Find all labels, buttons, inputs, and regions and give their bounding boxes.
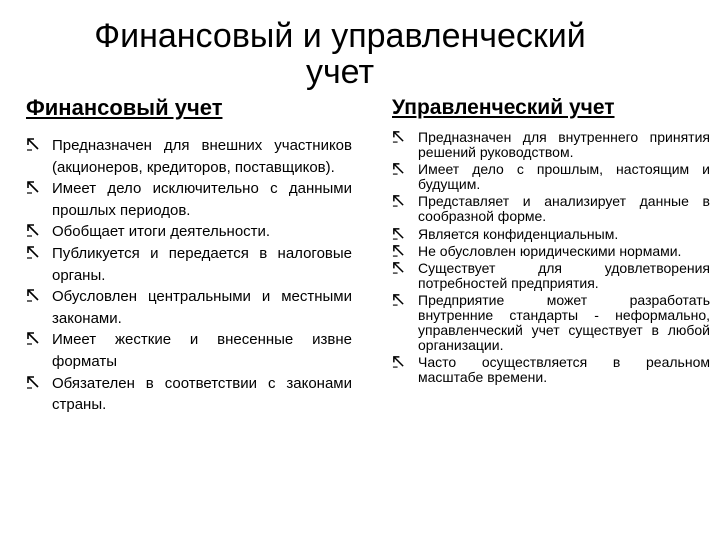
financial-accounting-column: [26, 95, 352, 416]
list-item-text: Не обусловлен юридическими нормами.: [418, 242, 682, 259]
list-item-text: Является конфиденциальным.: [418, 225, 619, 242]
page-title: [40, 18, 640, 90]
list-item-text: Имеет жесткие и внесенные извне форматы: [52, 331, 352, 370]
list-item-text: Предназначен для внутреннего принятия решений руководством.: [418, 129, 710, 160]
list-item: [392, 162, 710, 192]
list-item-text: Существует для удовлетворения потребностей предприятия.: [418, 259, 710, 291]
list-item: [26, 329, 352, 372]
arrow-up-left-icon: [392, 293, 405, 306]
list-item: [392, 244, 710, 259]
arrow-up-left-icon: [392, 227, 405, 240]
arrow-up-left-icon: [392, 130, 405, 143]
arrow-up-left-icon: [392, 261, 405, 274]
arrow-up-left-icon: [392, 244, 405, 257]
financial-accounting-heading: Финансовый учет: [26, 95, 223, 120]
management-accounting-list: [392, 130, 710, 385]
arrow-up-left-icon: [392, 355, 405, 368]
arrow-up-left-icon: [392, 162, 405, 175]
list-item: [26, 286, 352, 329]
list-item: [26, 221, 352, 243]
list-item-text: Имеет дело исключительно с данными прошлых периодов.: [52, 180, 352, 219]
list-item-text: Обязателен в соответствии с законами страны.: [52, 374, 352, 414]
page-title-line-1: Финансовый и управленческий: [94, 17, 586, 55]
arrow-up-left-icon: [392, 194, 405, 207]
arrow-up-left-icon: [26, 223, 40, 237]
arrow-up-left-icon: [26, 288, 40, 302]
arrow-up-left-icon: [26, 137, 40, 151]
list-item-text: Предприятие может разработать внутренние стандарты - неформально, управленческий учет существует в любой организации.: [418, 292, 710, 354]
list-item-text: Обусловлен центральными и местными законами.: [52, 288, 352, 327]
list-item: [392, 261, 710, 291]
list-item-text: Представляет и анализирует данные в сообразной форме.: [418, 193, 710, 225]
arrow-up-left-icon: [26, 331, 40, 345]
arrow-up-left-icon: [26, 375, 40, 389]
list-item: [26, 373, 352, 416]
list-item: [392, 227, 710, 242]
management-accounting-heading: Управленческий учет: [392, 96, 615, 119]
list-item-text: Предназначен для внешних участников (акционеров, кредиторов, поставщиков).: [52, 137, 352, 176]
list-item-text: Имеет дело с прошлым, настоящим и будущим.: [418, 161, 710, 193]
list-item: [26, 243, 352, 286]
list-item: [26, 178, 352, 221]
list-item: [392, 355, 710, 385]
financial-accounting-list: [26, 135, 352, 416]
list-item: [392, 130, 710, 160]
list-item-text: Публикуется и передается в налоговые органы.: [52, 244, 352, 284]
management-accounting-column: [392, 96, 710, 388]
list-item-text: Обобщает итоги деятельности.: [52, 223, 271, 241]
arrow-up-left-icon: [26, 245, 40, 259]
list-item: [392, 194, 710, 224]
list-item-text: Часто осуществляется в реальном масштабе времени.: [418, 354, 710, 386]
arrow-up-left-icon: [26, 180, 40, 194]
page-title-line-2: учет: [305, 53, 375, 91]
list-item: [392, 293, 710, 353]
list-item: [26, 135, 352, 178]
